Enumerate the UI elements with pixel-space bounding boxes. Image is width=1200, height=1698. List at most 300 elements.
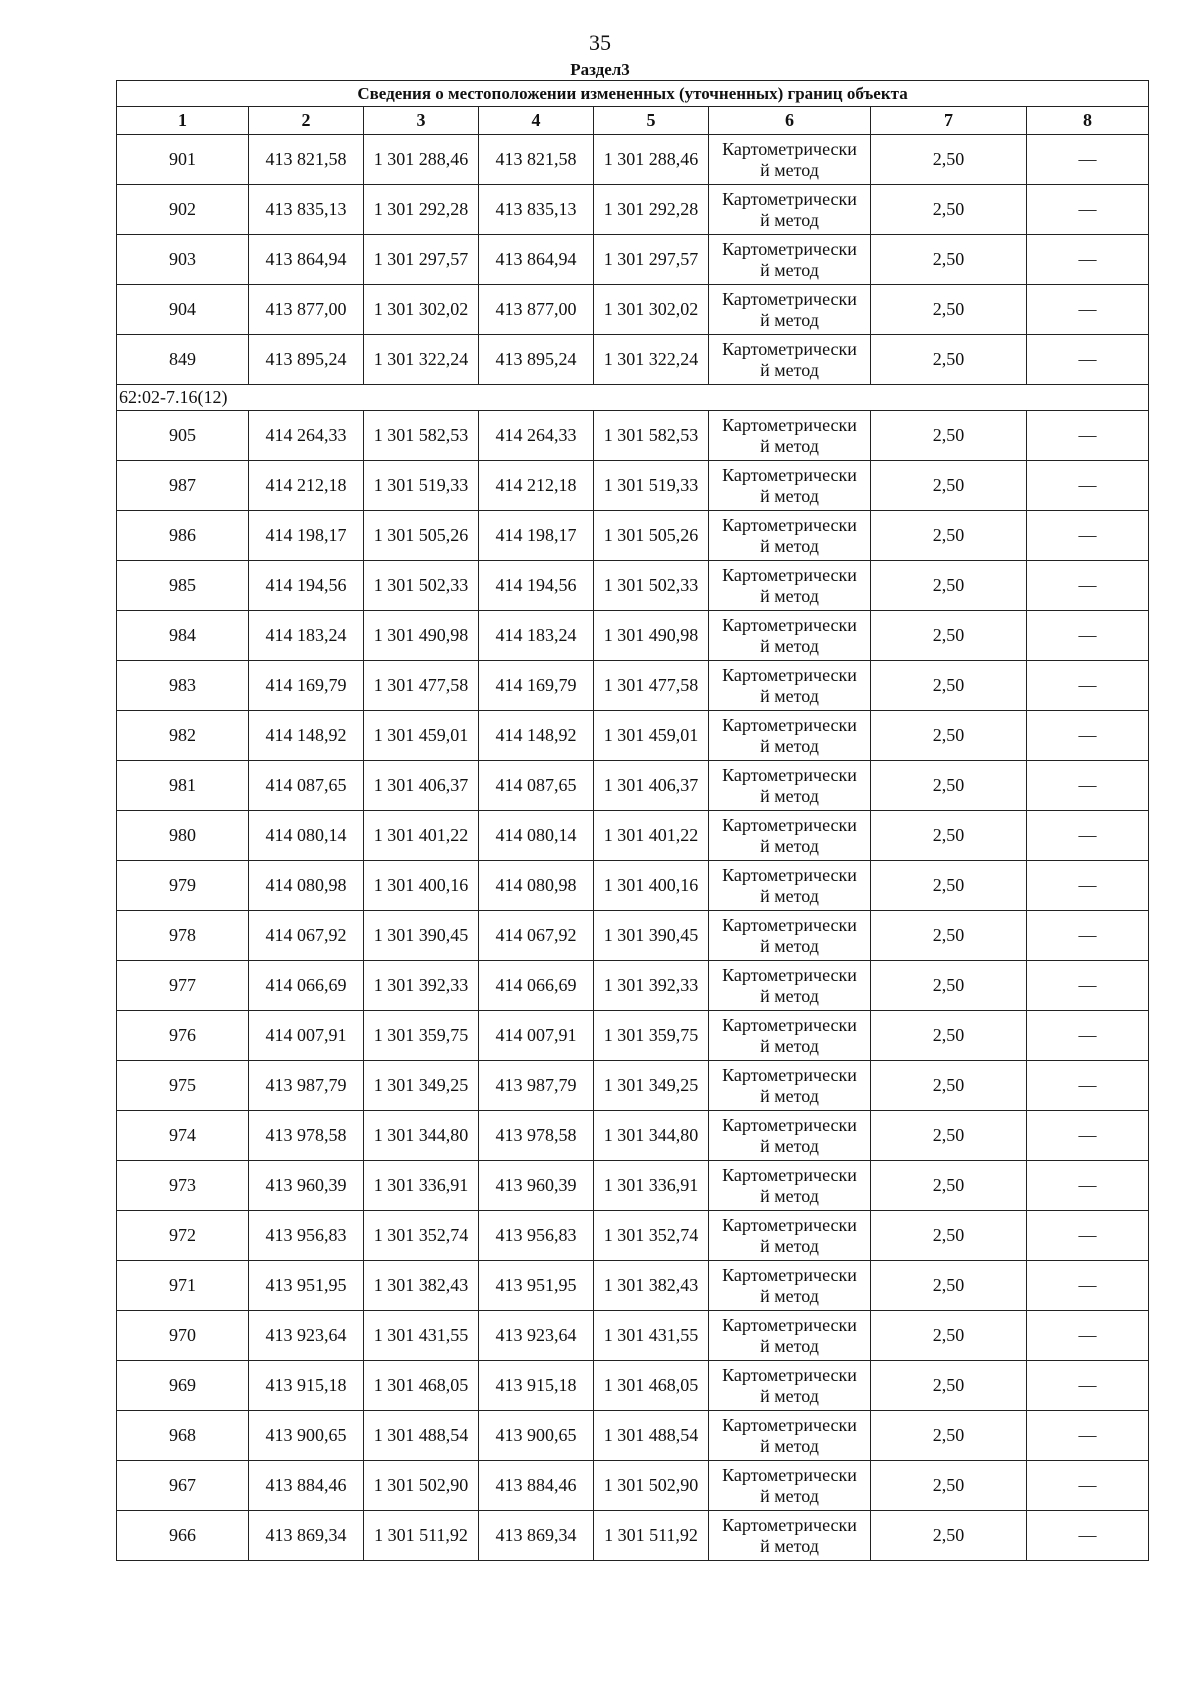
cell-accuracy: 2,50 bbox=[871, 561, 1027, 611]
cell-point-number: 971 bbox=[117, 1261, 249, 1311]
group-label: 62:02-7.16(12) bbox=[117, 385, 1149, 411]
cell-y-new: 1 301 392,33 bbox=[594, 961, 709, 1011]
cell-point-number: 903 bbox=[117, 235, 249, 285]
method-line-2: й метод bbox=[760, 535, 819, 556]
cell-x-existing: 414 007,91 bbox=[249, 1011, 364, 1061]
table-row bbox=[117, 1461, 1149, 1511]
cell-y-new: 1 301 477,58 bbox=[594, 661, 709, 711]
cell-y-existing: 1 301 468,05 bbox=[364, 1361, 479, 1411]
method-line-1: Картометрически bbox=[722, 1064, 857, 1085]
cell-method bbox=[709, 1361, 871, 1411]
table-body bbox=[117, 81, 1149, 1561]
cell-y-existing: 1 301 401,22 bbox=[364, 811, 479, 861]
table-row bbox=[117, 1111, 1149, 1161]
cell-accuracy: 2,50 bbox=[871, 1411, 1027, 1461]
cell-method bbox=[709, 235, 871, 285]
method-line-1: Картометрически bbox=[722, 1114, 857, 1135]
cell-y-new: 1 301 302,02 bbox=[594, 285, 709, 335]
cell-method bbox=[709, 135, 871, 185]
method-line-2: й метод bbox=[760, 885, 819, 906]
cell-y-existing: 1 301 297,57 bbox=[364, 235, 479, 285]
method-line-2: й метод bbox=[760, 1485, 819, 1506]
cell-x-existing: 414 183,24 bbox=[249, 611, 364, 661]
method-line-1: Картометрически bbox=[722, 514, 857, 535]
page-number: 35 bbox=[589, 30, 611, 55]
method-line-1: Картометрически bbox=[722, 814, 857, 835]
method-line-2: й метод bbox=[760, 1535, 819, 1556]
cell-y-new: 1 301 292,28 bbox=[594, 185, 709, 235]
cell-x-new: 413 923,64 bbox=[479, 1311, 594, 1361]
cell-description: — bbox=[1027, 1511, 1149, 1561]
column-header: 1 bbox=[117, 107, 249, 135]
method-line-1: Картометрически bbox=[722, 964, 857, 985]
cell-point-number: 905 bbox=[117, 411, 249, 461]
cell-x-new: 414 212,18 bbox=[479, 461, 594, 511]
cell-point-number: 979 bbox=[117, 861, 249, 911]
cell-y-existing: 1 301 582,53 bbox=[364, 411, 479, 461]
cell-y-new: 1 301 511,92 bbox=[594, 1511, 709, 1561]
cell-description: — bbox=[1027, 1461, 1149, 1511]
cell-accuracy: 2,50 bbox=[871, 1061, 1027, 1111]
cell-x-new: 413 877,00 bbox=[479, 285, 594, 335]
cell-accuracy: 2,50 bbox=[871, 761, 1027, 811]
cell-x-new: 413 960,39 bbox=[479, 1161, 594, 1211]
cell-y-existing: 1 301 431,55 bbox=[364, 1311, 479, 1361]
cell-y-existing: 1 301 502,90 bbox=[364, 1461, 479, 1511]
table-row bbox=[117, 1011, 1149, 1061]
column-header: 2 bbox=[249, 107, 364, 135]
method-line-1: Картометрически bbox=[722, 1464, 857, 1485]
cell-description: — bbox=[1027, 1111, 1149, 1161]
cell-point-number: 985 bbox=[117, 561, 249, 611]
cell-y-existing: 1 301 288,46 bbox=[364, 135, 479, 185]
cell-x-new: 413 951,95 bbox=[479, 1261, 594, 1311]
cell-description: — bbox=[1027, 1411, 1149, 1461]
method-line-1: Картометрически bbox=[722, 1214, 857, 1235]
cell-x-new: 414 194,56 bbox=[479, 561, 594, 611]
cell-accuracy: 2,50 bbox=[871, 185, 1027, 235]
cell-y-new: 1 301 490,98 bbox=[594, 611, 709, 661]
cell-point-number: 973 bbox=[117, 1161, 249, 1211]
method-line-2: й метод bbox=[760, 785, 819, 806]
cell-y-existing: 1 301 490,98 bbox=[364, 611, 479, 661]
cell-accuracy: 2,50 bbox=[871, 1211, 1027, 1261]
cell-point-number: 981 bbox=[117, 761, 249, 811]
cell-accuracy: 2,50 bbox=[871, 961, 1027, 1011]
method-line-1: Картометрически bbox=[722, 338, 857, 359]
cell-accuracy: 2,50 bbox=[871, 1461, 1027, 1511]
cell-x-new: 414 067,92 bbox=[479, 911, 594, 961]
cell-method bbox=[709, 561, 871, 611]
cell-y-existing: 1 301 322,24 bbox=[364, 335, 479, 385]
cell-x-new: 414 183,24 bbox=[479, 611, 594, 661]
method-line-2: й метод bbox=[760, 209, 819, 230]
cell-method bbox=[709, 1511, 871, 1561]
cell-method bbox=[709, 1011, 871, 1061]
table-row bbox=[117, 1061, 1149, 1111]
table-row bbox=[117, 561, 1149, 611]
method-line-1: Картометрически bbox=[722, 414, 857, 435]
cell-method bbox=[709, 285, 871, 335]
cell-y-existing: 1 301 477,58 bbox=[364, 661, 479, 711]
cell-point-number: 980 bbox=[117, 811, 249, 861]
cell-point-number: 978 bbox=[117, 911, 249, 961]
cell-y-new: 1 301 505,26 bbox=[594, 511, 709, 561]
cell-y-existing: 1 301 390,45 bbox=[364, 911, 479, 961]
cell-x-new: 413 821,58 bbox=[479, 135, 594, 185]
method-line-1: Картометрически bbox=[722, 188, 857, 209]
cell-accuracy: 2,50 bbox=[871, 411, 1027, 461]
cell-point-number: 902 bbox=[117, 185, 249, 235]
table-row bbox=[117, 235, 1149, 285]
method-line-2: й метод bbox=[760, 485, 819, 506]
cell-point-number: 972 bbox=[117, 1211, 249, 1261]
method-line-2: й метод bbox=[760, 1085, 819, 1106]
table-row bbox=[117, 1161, 1149, 1211]
cell-y-new: 1 301 349,25 bbox=[594, 1061, 709, 1111]
cell-method bbox=[709, 1261, 871, 1311]
column-header: 5 bbox=[594, 107, 709, 135]
cell-x-new: 414 198,17 bbox=[479, 511, 594, 561]
cell-y-new: 1 301 502,33 bbox=[594, 561, 709, 611]
cell-x-new: 414 087,65 bbox=[479, 761, 594, 811]
cell-method bbox=[709, 511, 871, 561]
method-line-2: й метод bbox=[760, 309, 819, 330]
cell-x-new: 413 864,94 bbox=[479, 235, 594, 285]
cell-y-new: 1 301 502,90 bbox=[594, 1461, 709, 1511]
cell-y-new: 1 301 322,24 bbox=[594, 335, 709, 385]
method-line-2: й метод bbox=[760, 985, 819, 1006]
cell-method bbox=[709, 411, 871, 461]
cell-point-number: 849 bbox=[117, 335, 249, 385]
cell-x-new: 414 148,92 bbox=[479, 711, 594, 761]
column-header: 3 bbox=[364, 107, 479, 135]
cell-y-existing: 1 301 336,91 bbox=[364, 1161, 479, 1211]
cell-x-existing: 413 956,83 bbox=[249, 1211, 364, 1261]
column-header: 7 bbox=[871, 107, 1027, 135]
method-line-1: Картометрически bbox=[722, 1414, 857, 1435]
table-group-row bbox=[117, 385, 1149, 411]
method-line-2: й метод bbox=[760, 735, 819, 756]
cell-y-new: 1 301 406,37 bbox=[594, 761, 709, 811]
cell-x-existing: 414 087,65 bbox=[249, 761, 364, 811]
cell-method bbox=[709, 461, 871, 511]
cell-x-new: 414 007,91 bbox=[479, 1011, 594, 1061]
cell-x-new: 414 264,33 bbox=[479, 411, 594, 461]
method-line-2: й метод bbox=[760, 1385, 819, 1406]
table-row bbox=[117, 185, 1149, 235]
cell-x-existing: 413 923,64 bbox=[249, 1311, 364, 1361]
cell-accuracy: 2,50 bbox=[871, 135, 1027, 185]
cell-y-new: 1 301 288,46 bbox=[594, 135, 709, 185]
cell-y-new: 1 301 336,91 bbox=[594, 1161, 709, 1211]
method-line-1: Картометрически bbox=[722, 864, 857, 885]
cell-method bbox=[709, 611, 871, 661]
method-line-1: Картометрически bbox=[722, 664, 857, 685]
cell-method bbox=[709, 1461, 871, 1511]
cell-y-existing: 1 301 344,80 bbox=[364, 1111, 479, 1161]
cell-accuracy: 2,50 bbox=[871, 711, 1027, 761]
cell-method bbox=[709, 185, 871, 235]
method-line-1: Картометрически bbox=[722, 564, 857, 585]
cell-y-new: 1 301 382,43 bbox=[594, 1261, 709, 1311]
method-line-2: й метод bbox=[760, 1335, 819, 1356]
cell-x-existing: 413 869,34 bbox=[249, 1511, 364, 1561]
cell-method bbox=[709, 1311, 871, 1361]
table-row bbox=[117, 1361, 1149, 1411]
cell-point-number: 968 bbox=[117, 1411, 249, 1461]
method-line-2: й метод bbox=[760, 1285, 819, 1306]
cell-point-number: 983 bbox=[117, 661, 249, 711]
cell-y-existing: 1 301 406,37 bbox=[364, 761, 479, 811]
cell-x-existing: 414 067,92 bbox=[249, 911, 364, 961]
method-line-1: Картометрически bbox=[722, 238, 857, 259]
method-line-1: Картометрически bbox=[722, 138, 857, 159]
cell-accuracy: 2,50 bbox=[871, 911, 1027, 961]
method-line-2: й метод bbox=[760, 1235, 819, 1256]
method-line-2: й метод bbox=[760, 1035, 819, 1056]
table-row bbox=[117, 411, 1149, 461]
cell-y-existing: 1 301 392,33 bbox=[364, 961, 479, 1011]
cell-x-existing: 414 169,79 bbox=[249, 661, 364, 711]
method-line-2: й метод bbox=[760, 435, 819, 456]
cell-accuracy: 2,50 bbox=[871, 1111, 1027, 1161]
table-row bbox=[117, 861, 1149, 911]
cell-x-new: 413 956,83 bbox=[479, 1211, 594, 1261]
cell-accuracy: 2,50 bbox=[871, 1511, 1027, 1561]
cell-x-existing: 413 960,39 bbox=[249, 1161, 364, 1211]
cell-accuracy: 2,50 bbox=[871, 611, 1027, 661]
cell-description: — bbox=[1027, 461, 1149, 511]
cell-x-existing: 414 194,56 bbox=[249, 561, 364, 611]
cell-description: — bbox=[1027, 661, 1149, 711]
section-title: Раздел3 bbox=[570, 60, 630, 79]
cell-description: — bbox=[1027, 235, 1149, 285]
cell-y-new: 1 301 400,16 bbox=[594, 861, 709, 911]
cell-accuracy: 2,50 bbox=[871, 861, 1027, 911]
cell-method bbox=[709, 1111, 871, 1161]
table-row bbox=[117, 1411, 1149, 1461]
cell-accuracy: 2,50 bbox=[871, 285, 1027, 335]
cell-method bbox=[709, 335, 871, 385]
cell-y-new: 1 301 401,22 bbox=[594, 811, 709, 861]
cell-x-existing: 414 264,33 bbox=[249, 411, 364, 461]
cell-x-existing: 414 080,98 bbox=[249, 861, 364, 911]
table-row bbox=[117, 661, 1149, 711]
column-header: 8 bbox=[1027, 107, 1149, 135]
cell-point-number: 974 bbox=[117, 1111, 249, 1161]
table-row bbox=[117, 335, 1149, 385]
method-line-2: й метод bbox=[760, 585, 819, 606]
cell-point-number: 982 bbox=[117, 711, 249, 761]
method-line-2: й метод bbox=[760, 159, 819, 180]
cell-x-existing: 413 835,13 bbox=[249, 185, 364, 235]
cell-x-new: 413 915,18 bbox=[479, 1361, 594, 1411]
cell-description: — bbox=[1027, 511, 1149, 561]
cell-x-new: 413 900,65 bbox=[479, 1411, 594, 1461]
table-caption-row bbox=[117, 81, 1149, 107]
cell-method bbox=[709, 1161, 871, 1211]
cell-description: — bbox=[1027, 1311, 1149, 1361]
cell-description: — bbox=[1027, 1261, 1149, 1311]
method-line-2: й метод bbox=[760, 1435, 819, 1456]
cell-x-existing: 413 895,24 bbox=[249, 335, 364, 385]
cell-x-existing: 413 884,46 bbox=[249, 1461, 364, 1511]
cell-point-number: 987 bbox=[117, 461, 249, 511]
cell-method bbox=[709, 961, 871, 1011]
cell-description: — bbox=[1027, 185, 1149, 235]
cell-description: — bbox=[1027, 811, 1149, 861]
table-row bbox=[117, 811, 1149, 861]
cell-point-number: 986 bbox=[117, 511, 249, 561]
cell-description: — bbox=[1027, 411, 1149, 461]
table-row bbox=[117, 761, 1149, 811]
method-line-2: й метод bbox=[760, 1135, 819, 1156]
cell-x-existing: 414 148,92 bbox=[249, 711, 364, 761]
cell-point-number: 977 bbox=[117, 961, 249, 1011]
cell-description: — bbox=[1027, 1161, 1149, 1211]
cell-x-new: 414 066,69 bbox=[479, 961, 594, 1011]
cell-point-number: 984 bbox=[117, 611, 249, 661]
cell-x-new: 413 987,79 bbox=[479, 1061, 594, 1111]
method-line-1: Картометрически bbox=[722, 1364, 857, 1385]
cell-y-new: 1 301 519,33 bbox=[594, 461, 709, 511]
cell-y-new: 1 301 390,45 bbox=[594, 911, 709, 961]
cell-accuracy: 2,50 bbox=[871, 661, 1027, 711]
table-row bbox=[117, 1511, 1149, 1561]
method-line-1: Картометрически bbox=[722, 1314, 857, 1335]
method-line-1: Картометрически bbox=[722, 614, 857, 635]
cell-x-existing: 414 066,69 bbox=[249, 961, 364, 1011]
method-line-2: й метод bbox=[760, 635, 819, 656]
cell-x-new: 414 080,98 bbox=[479, 861, 594, 911]
cell-x-new: 414 080,14 bbox=[479, 811, 594, 861]
cell-y-existing: 1 301 382,43 bbox=[364, 1261, 479, 1311]
table-row bbox=[117, 285, 1149, 335]
cell-description: — bbox=[1027, 761, 1149, 811]
table-row bbox=[117, 461, 1149, 511]
method-line-1: Картометрически bbox=[722, 914, 857, 935]
cell-point-number: 976 bbox=[117, 1011, 249, 1061]
cell-method bbox=[709, 761, 871, 811]
cell-description: — bbox=[1027, 711, 1149, 761]
cell-y-existing: 1 301 505,26 bbox=[364, 511, 479, 561]
cell-point-number: 975 bbox=[117, 1061, 249, 1111]
cell-method bbox=[709, 1061, 871, 1111]
cell-accuracy: 2,50 bbox=[871, 461, 1027, 511]
cell-y-existing: 1 301 459,01 bbox=[364, 711, 479, 761]
method-line-2: й метод bbox=[760, 359, 819, 380]
cell-point-number: 969 bbox=[117, 1361, 249, 1411]
cell-method bbox=[709, 1211, 871, 1261]
cell-x-existing: 414 198,17 bbox=[249, 511, 364, 561]
cell-y-new: 1 301 297,57 bbox=[594, 235, 709, 285]
cell-x-existing: 413 864,94 bbox=[249, 235, 364, 285]
cell-description: — bbox=[1027, 1211, 1149, 1261]
table-row bbox=[117, 961, 1149, 1011]
table-row bbox=[117, 911, 1149, 961]
cell-description: — bbox=[1027, 1011, 1149, 1061]
cell-method bbox=[709, 911, 871, 961]
cell-y-existing: 1 301 502,33 bbox=[364, 561, 479, 611]
cell-y-existing: 1 301 488,54 bbox=[364, 1411, 479, 1461]
cell-point-number: 904 bbox=[117, 285, 249, 335]
cell-y-existing: 1 301 352,74 bbox=[364, 1211, 479, 1261]
cell-x-existing: 413 821,58 bbox=[249, 135, 364, 185]
method-line-1: Картометрически bbox=[722, 1164, 857, 1185]
cell-x-existing: 413 900,65 bbox=[249, 1411, 364, 1461]
cell-y-existing: 1 301 359,75 bbox=[364, 1011, 479, 1061]
cell-method bbox=[709, 811, 871, 861]
cell-x-new: 413 895,24 bbox=[479, 335, 594, 385]
cell-description: — bbox=[1027, 135, 1149, 185]
cell-x-new: 413 835,13 bbox=[479, 185, 594, 235]
cell-accuracy: 2,50 bbox=[871, 335, 1027, 385]
cell-x-new: 414 169,79 bbox=[479, 661, 594, 711]
method-line-1: Картометрически bbox=[722, 1264, 857, 1285]
cell-x-existing: 413 951,95 bbox=[249, 1261, 364, 1311]
cell-description: — bbox=[1027, 561, 1149, 611]
cell-y-existing: 1 301 519,33 bbox=[364, 461, 479, 511]
cell-point-number: 967 bbox=[117, 1461, 249, 1511]
cell-x-existing: 414 080,14 bbox=[249, 811, 364, 861]
cell-description: — bbox=[1027, 1361, 1149, 1411]
cell-x-new: 413 884,46 bbox=[479, 1461, 594, 1511]
table-row bbox=[117, 711, 1149, 761]
cell-description: — bbox=[1027, 611, 1149, 661]
cell-x-existing: 413 987,79 bbox=[249, 1061, 364, 1111]
method-line-2: й метод bbox=[760, 1185, 819, 1206]
cell-accuracy: 2,50 bbox=[871, 235, 1027, 285]
cell-point-number: 966 bbox=[117, 1511, 249, 1561]
cell-x-new: 413 869,34 bbox=[479, 1511, 594, 1561]
cell-x-existing: 414 212,18 bbox=[249, 461, 364, 511]
cell-y-new: 1 301 352,74 bbox=[594, 1211, 709, 1261]
cell-accuracy: 2,50 bbox=[871, 511, 1027, 561]
cell-x-existing: 413 877,00 bbox=[249, 285, 364, 335]
cell-y-existing: 1 301 302,02 bbox=[364, 285, 479, 335]
cell-description: — bbox=[1027, 861, 1149, 911]
cell-x-existing: 413 978,58 bbox=[249, 1111, 364, 1161]
cell-accuracy: 2,50 bbox=[871, 1261, 1027, 1311]
cell-point-number: 901 bbox=[117, 135, 249, 185]
cell-accuracy: 2,50 bbox=[871, 1311, 1027, 1361]
cell-y-existing: 1 301 400,16 bbox=[364, 861, 479, 911]
table-row bbox=[117, 135, 1149, 185]
method-line-1: Картометрически bbox=[722, 1514, 857, 1535]
column-header: 6 bbox=[709, 107, 871, 135]
table-caption: Сведения о местоположении измененных (уточненных) границ объекта bbox=[117, 81, 1149, 107]
table-row bbox=[117, 511, 1149, 561]
cell-method bbox=[709, 711, 871, 761]
cell-accuracy: 2,50 bbox=[871, 811, 1027, 861]
cell-method bbox=[709, 661, 871, 711]
cell-description: — bbox=[1027, 961, 1149, 1011]
cell-accuracy: 2,50 bbox=[871, 1161, 1027, 1211]
cell-y-existing: 1 301 511,92 bbox=[364, 1511, 479, 1561]
method-line-1: Картометрически bbox=[722, 1014, 857, 1035]
cell-y-new: 1 301 459,01 bbox=[594, 711, 709, 761]
method-line-2: й метод bbox=[760, 259, 819, 280]
cell-accuracy: 2,50 bbox=[871, 1361, 1027, 1411]
cell-method bbox=[709, 1411, 871, 1461]
cell-y-new: 1 301 344,80 bbox=[594, 1111, 709, 1161]
method-line-2: й метод bbox=[760, 935, 819, 956]
cell-description: — bbox=[1027, 335, 1149, 385]
cell-y-existing: 1 301 349,25 bbox=[364, 1061, 479, 1111]
table-row bbox=[117, 1211, 1149, 1261]
method-line-1: Картометрически bbox=[722, 288, 857, 309]
